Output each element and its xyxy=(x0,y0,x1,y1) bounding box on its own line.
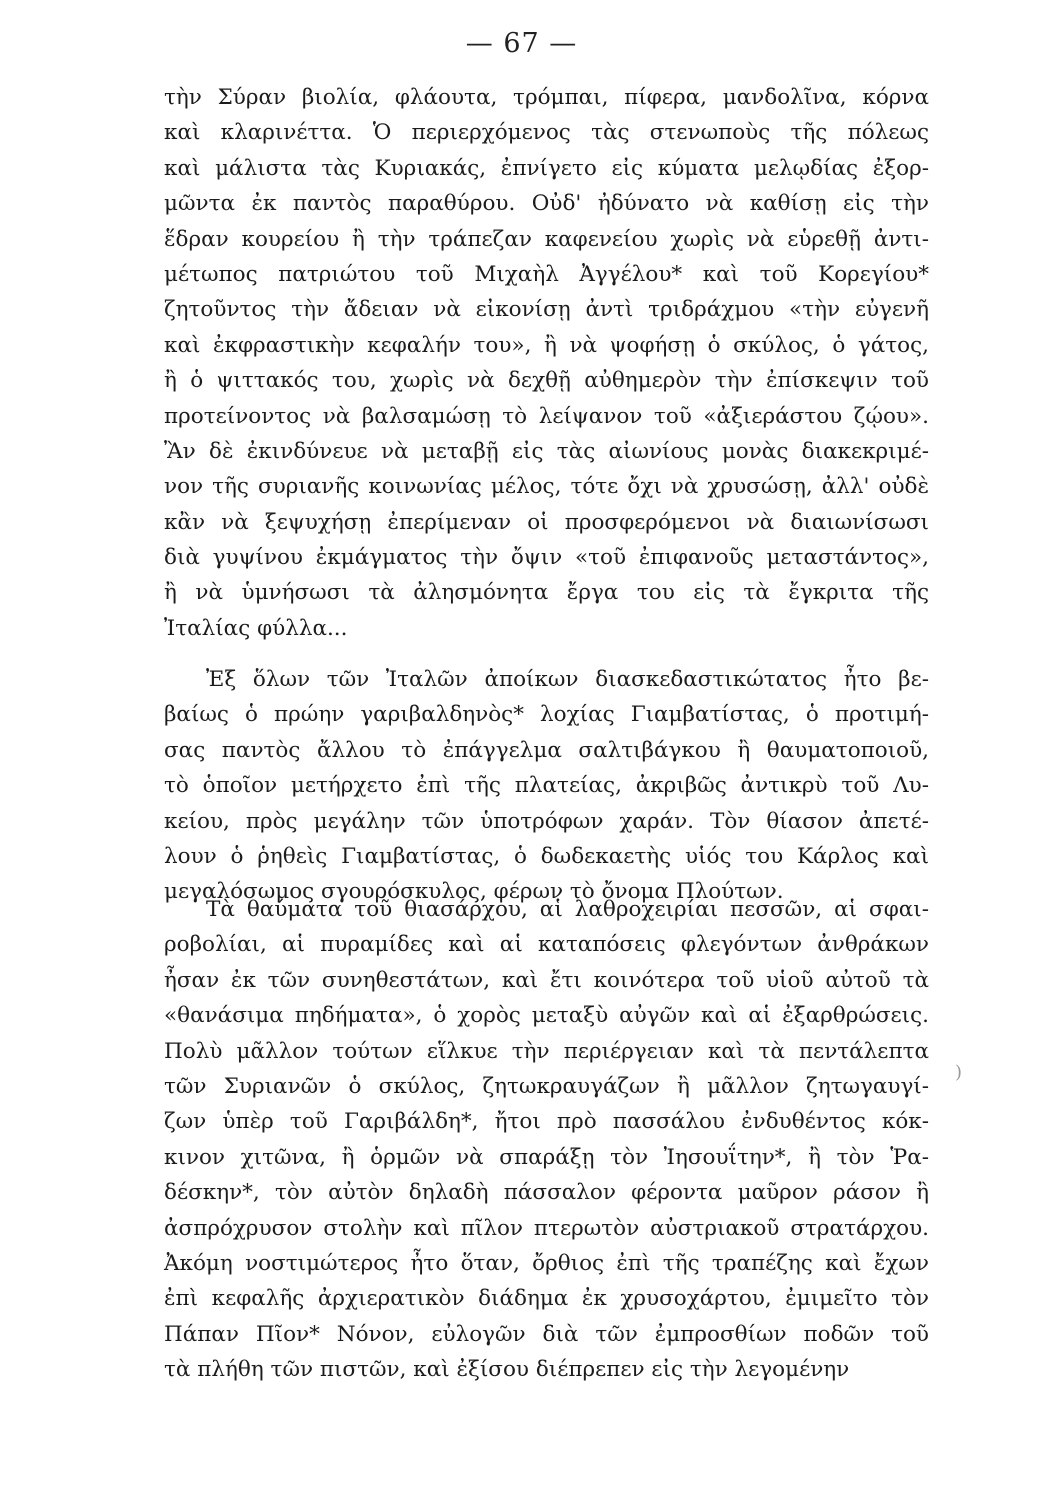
text-line: Ἀκόμη νοστιμώτερος ἦτο ὅταν, ὄρθιος ἐπὶ τῆς τραπέζης καὶ ἔχων xyxy=(164,1250,929,1276)
text-line: καὶ μάλιστα τὰς Κυριακάς, ἐπνίγετο εἰς κύματα μελῳδίας ἐξορ- xyxy=(164,155,929,181)
text-line: «θανάσιμα πηδήματα», ὁ χορὸς μεταξὺ αὐγῶν καὶ αἱ ἐξαρθρώσεις. xyxy=(164,1003,929,1029)
text-line: Ἂν δὲ ἐκινδύνευε νὰ μεταβῇ εἰς τὰς αἰωνίους μονὰς διακεκριμέ- xyxy=(164,438,929,464)
text-line: μῶντα ἐκ παντὸς παραθύρου. Οὐδ' ἠδύνατο νὰ καθίσῃ εἰς τὴν xyxy=(164,191,929,217)
text-line: μέτωπος πατριώτου τοῦ Μιχαὴλ Ἀγγέλου* καὶ τοῦ Κορεγίου* xyxy=(164,261,929,287)
text-line: κἂν νὰ ξεψυχήσῃ ἐπερίμεναν οἱ προσφερόμενοι νὰ διαιωνίσωσι xyxy=(164,509,929,535)
text-line: ἦσαν ἐκ τῶν συνηθεστάτων, καὶ ἔτι κοινότερα τοῦ υἱοῦ αὐτοῦ τὰ xyxy=(164,967,929,993)
paragraph-2 xyxy=(164,662,929,910)
text-line: καὶ ἐκφραστικὴν κεφαλήν του», ἢ νὰ ψοφήσῃ ὁ σκύλος, ὁ γάτος, xyxy=(164,332,929,358)
text-line: ἀσπρόχρυσον στολὴν καὶ πῖλον πτερωτὸν αὐστριακοῦ στρατάρχου. xyxy=(164,1215,929,1241)
text-line: τὴν Σύραν βιολία, φλάουτα, τρόμπαι, πίφερα, μανδολῖνα, κόρνα xyxy=(164,85,929,110)
page-number: — 67 — xyxy=(465,28,578,59)
text-line: ἐπὶ κεφαλῆς ἀρχιερατικὸν διάδημα ἐκ χρυσοχάρτου, ἐμιμεῖτο τὸν xyxy=(164,1286,929,1312)
text-line: δέσκην*, τὸν αὐτὸν δηλαδὴ πάσσαλον φέροντα μαῦρον ράσον ἢ xyxy=(164,1180,929,1206)
text-line: ἢ ὁ ψιττακός του, χωρὶς νὰ δεχθῇ αὐθημερὸν τὴν ἐπίσκεψιν τοῦ xyxy=(164,368,929,394)
text-line: ζητοῦντος τὴν ἄδειαν νὰ εἰκονίσῃ ἀντὶ τριδράχμου «τὴν εὐγενῆ xyxy=(164,297,929,323)
margin-mark: ) xyxy=(955,1062,963,1083)
text-line: Ἐξ ὅλων τῶν Ἰταλῶν ἀποίκων διασκεδαστικώτατος ἦτο βε- xyxy=(206,667,929,692)
text-line: ροβολίαι, αἱ πυραμίδες καὶ αἱ καταπόσεις φλεγόντων ἀνθράκων xyxy=(164,932,929,958)
text-line: ζων ὑπὲρ τοῦ Γαριβάλδη*, ἤτοι πρὸ πασσάλου ἐνδυθέντος κόκ- xyxy=(164,1109,929,1135)
text-line: ἢ νὰ ὑμνήσωσι τὰ ἀλησμόνητα ἔργα του εἰς τὰ ἔγκριτα τῆς xyxy=(164,580,929,606)
text-line: τῶν Συριανῶν ὁ σκύλος, ζητωκραυγάζων ἢ μᾶλλον ζητωγαυγί- xyxy=(164,1073,929,1099)
text-line: Πάπαν Πῖον* Νόνον, εὐλογῶν διὰ τῶν ἐμπροσθίων ποδῶν τοῦ xyxy=(164,1321,929,1347)
text-line: τὸ ὁποῖον μετήρχετο ἐπὶ τῆς πλατείας, ἀκριβῶς ἀντικρὺ τοῦ Λυ- xyxy=(164,773,929,799)
text-line: σας παντὸς ἄλλου τὸ ἐπάγγελμα σαλτιβάγκου ἢ θαυματοποιοῦ, xyxy=(164,737,929,763)
text-line: μεγαλόσωμος σγουρόσκυλος, φέρων τὸ ὄνομα Πλούτων. xyxy=(164,879,784,905)
text-line: Τὰ θαύματα τοῦ θιασάρχου, αἱ λαθροχειρίαι πεσσῶν, αἱ σφαι- xyxy=(206,897,929,922)
paragraph-1 xyxy=(164,80,929,646)
text-line: Ἰταλίας φύλλα... xyxy=(164,615,348,641)
text-line: διὰ γυψίνου ἐκμάγματος τὴν ὄψιν «τοῦ ἐπιφανοῦς μεταστάντος», xyxy=(164,545,929,571)
text-line: ἕδραν κουρείου ἢ τὴν τράπεζαν καφενείου χωρὶς νὰ εὑρεθῇ ἀντι- xyxy=(164,226,929,252)
text-line: Πολὺ μᾶλλον τούτων εἵλκυε τὴν περιέργειαν καὶ τὰ πεντάλεπτα xyxy=(164,1038,929,1064)
paragraph-3 xyxy=(164,892,929,1387)
text-line: λουν ὁ ῥηθεὶς Γιαμβατίστας, ὁ δωδεκαετὴς υἱός του Κάρλος καὶ xyxy=(164,843,929,869)
text-line: τὰ πλήθη τῶν πιστῶν, καὶ ἐξίσου διέπρεπεν εἰς τὴν λεγομένην xyxy=(164,1357,850,1383)
text-line: κινον χιτῶνα, ἢ ὁρμῶν νὰ σπαράξῃ τὸν Ἰησουΐτην*, ἢ τὸν Ῥα- xyxy=(164,1144,929,1170)
text-line: βαίως ὁ πρώην γαριβαλδηνὸς* λοχίας Γιαμβατίστας, ὁ προτιμή- xyxy=(164,702,929,728)
text-line: νον τῆς συριανῆς κοινωνίας μέλος, τότε ὄχι νὰ χρυσώσῃ, ἀλλ' οὐδὲ xyxy=(164,474,929,500)
text-line: καὶ κλαρινέττα. Ὁ περιερχόμενος τὰς στενωποὺς τῆς πόλεως xyxy=(164,120,929,146)
text-line: κείου, πρὸς μεγάλην τῶν ὑποτρόφων χαράν. Τὸν θίασον ἀπετέ- xyxy=(164,808,929,834)
text-line: προτείνοντος νὰ βαλσαμώσῃ τὸ λείψανον τοῦ «ἀξιεράστου ζῴου». xyxy=(164,403,929,429)
